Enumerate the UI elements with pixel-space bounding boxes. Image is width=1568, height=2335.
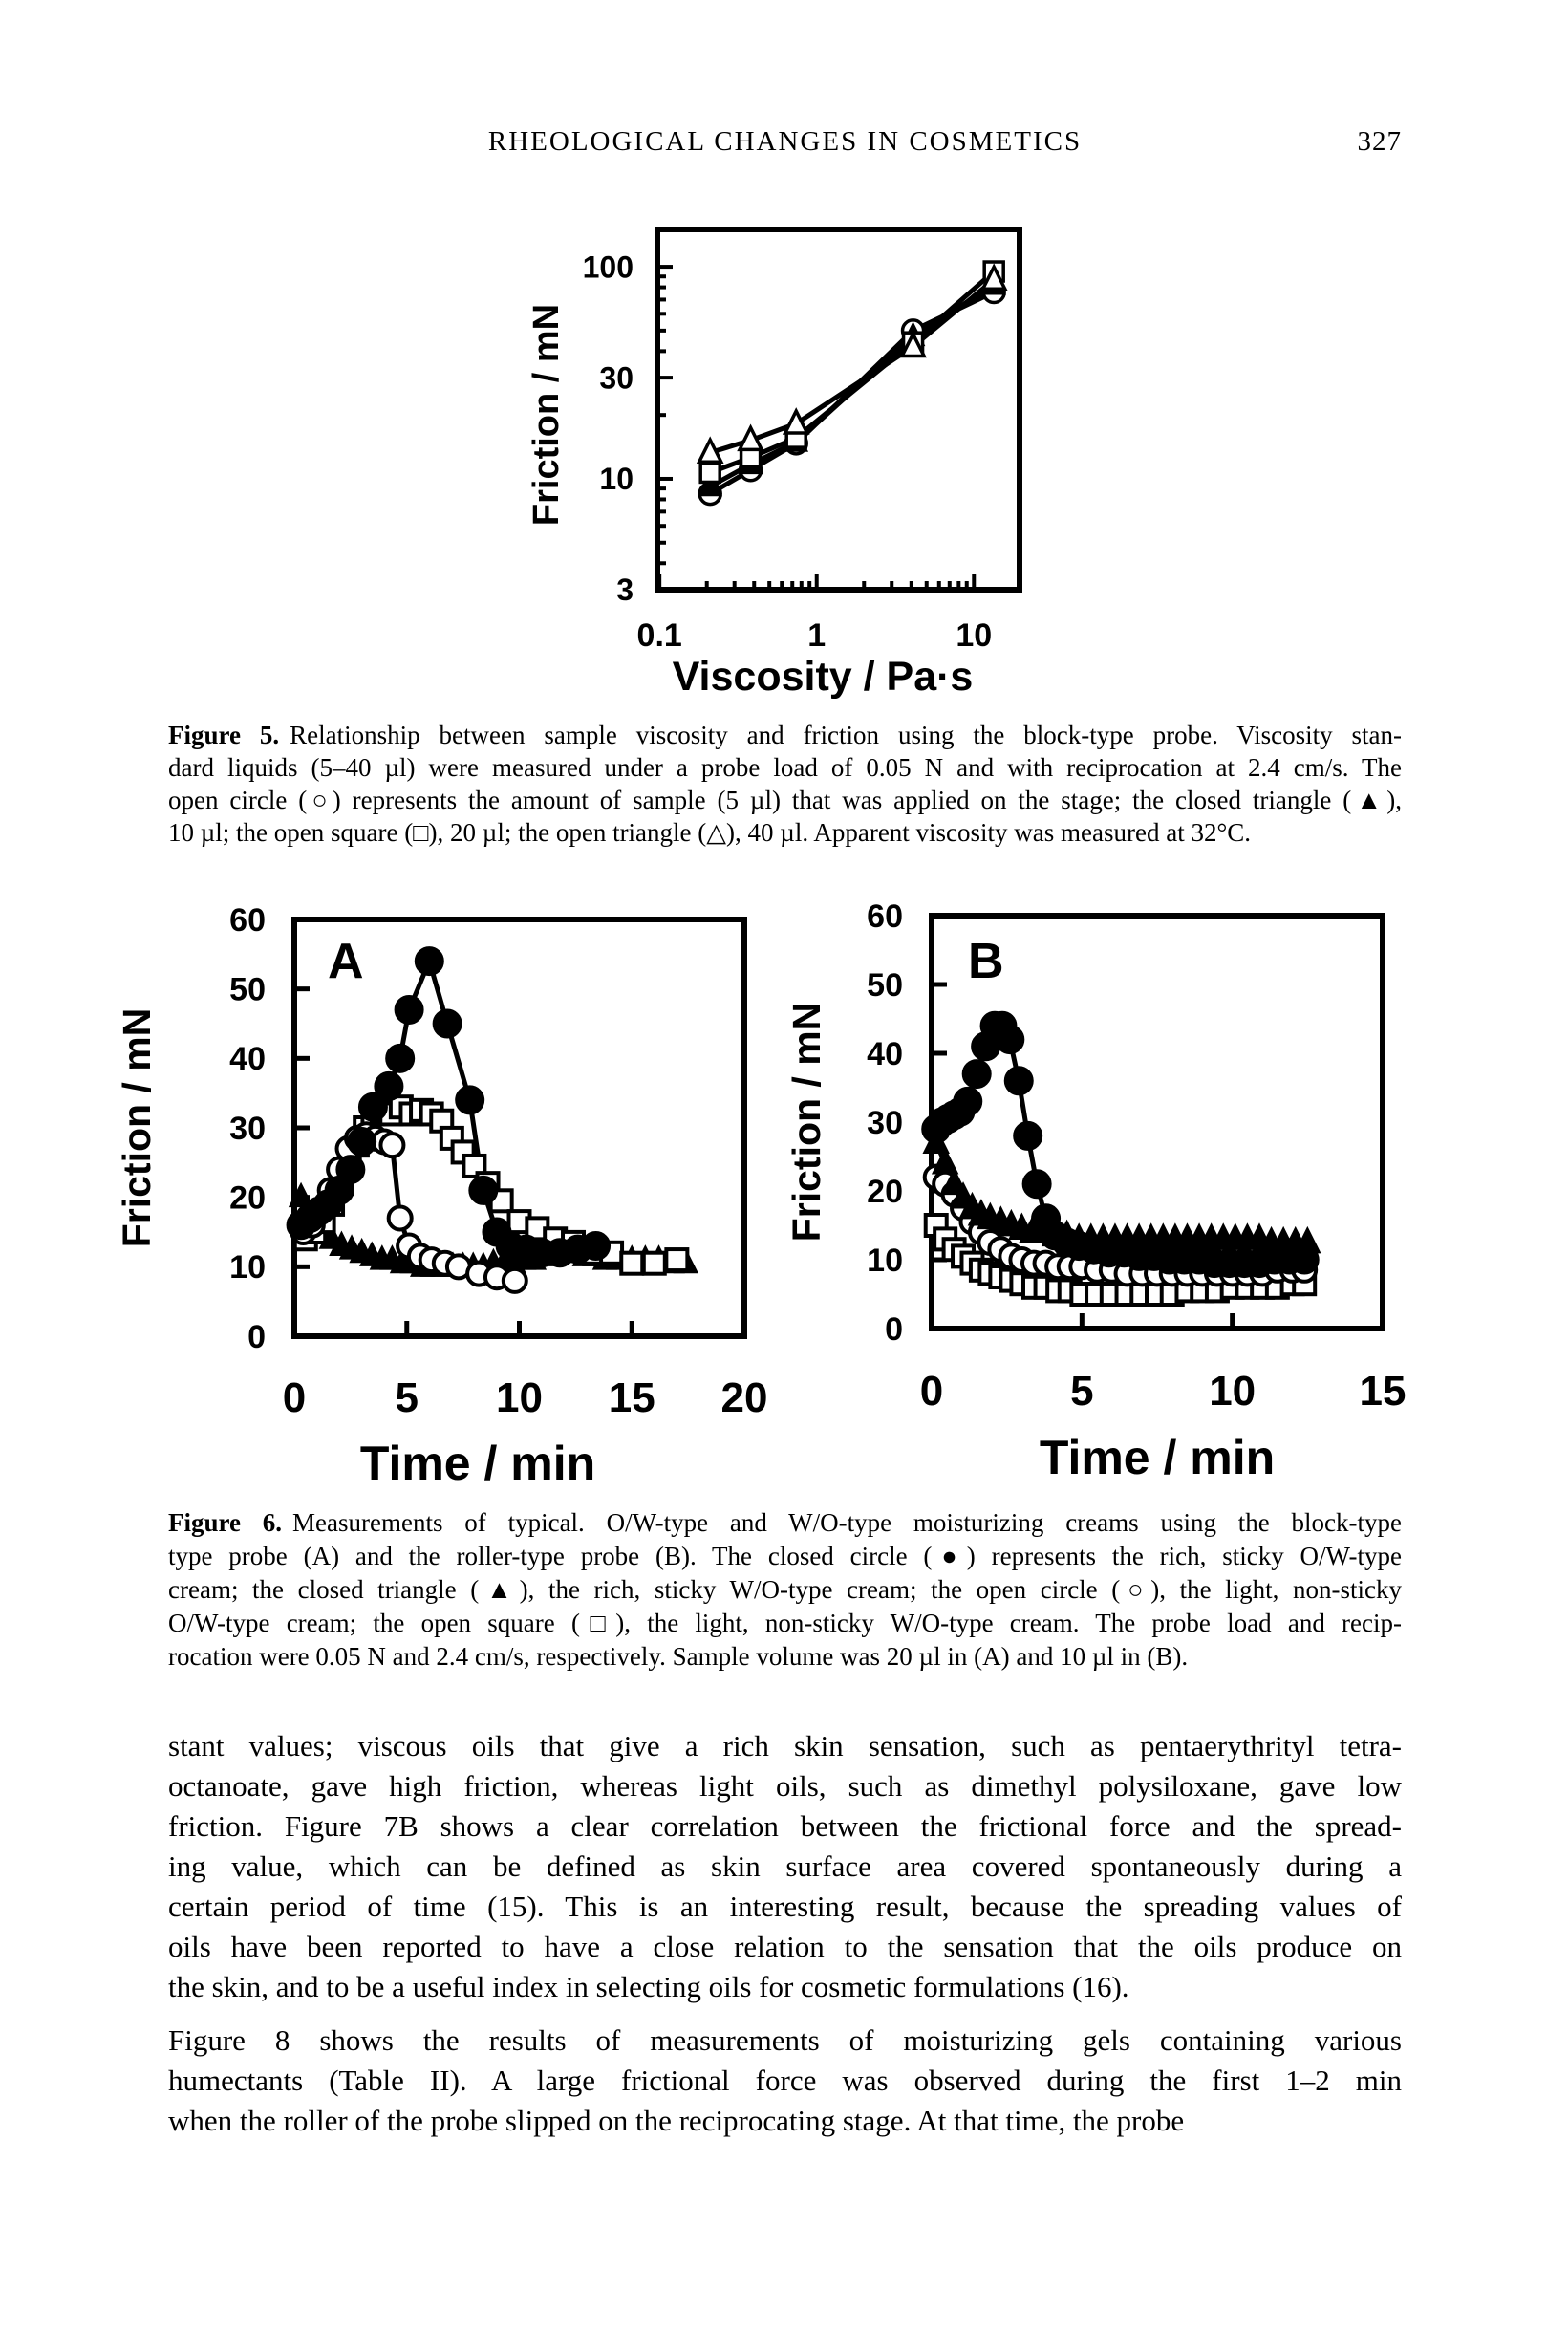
body-paragraph-2 — [168, 2021, 1402, 2141]
circle-closed-marker — [337, 1157, 363, 1182]
circle-closed-marker — [583, 1233, 609, 1259]
y-tick-label: 30 — [229, 1110, 266, 1147]
y-tick-label: 3 — [616, 573, 634, 608]
y-tick-label: 60 — [229, 901, 266, 939]
circle-closed-marker — [1024, 1171, 1050, 1197]
figure6-panelB-time-friction-chart — [784, 889, 1471, 1505]
body-line: certain period of time (15). This is an interesting result, because the spreading values of — [168, 1890, 1402, 1923]
x-axis-label: Time / min — [1039, 1431, 1276, 1484]
circle-closed-marker — [376, 1073, 401, 1099]
circle-closed-marker — [457, 1087, 483, 1113]
circle-closed-marker — [387, 1046, 413, 1071]
triangle-open-marker — [785, 411, 807, 433]
body-line: when the roller of the probe slipped on the reciprocating stage. At that time, the probe — [168, 2104, 1185, 2137]
fig5-plot-area — [526, 229, 1020, 700]
square-open-marker — [621, 1253, 642, 1274]
caption-line: open circle (○) represents the amount of sample (5 µl) that was applied on the stage; the closed triangle (▲), — [168, 786, 1402, 814]
figure5-caption — [168, 719, 1402, 849]
caption-line: type probe (A) and the roller-type probe (B). The closed circle (●) represents the rich, sticky O/W-type — [168, 1542, 1402, 1570]
y-tick-label: 10 — [599, 462, 634, 497]
square-open-marker — [666, 1249, 687, 1270]
body-line: octanoate, gave high friction, whereas light oils, such as dimethyl polysiloxane, gave low — [168, 1769, 1402, 1803]
x-tick-label: 0.1 — [636, 617, 682, 654]
fig6b-plot-area — [784, 898, 1406, 1484]
fig6a-plot-area — [115, 902, 767, 1490]
figure6-panelA-time-friction-chart — [105, 889, 793, 1505]
caption-line: O/W-type cream; the open square (□), the light, non-sticky W/O-type cream. The probe load and recip- — [168, 1609, 1402, 1637]
figure6-caption-label: Figure 6. — [168, 1508, 283, 1537]
circle-closed-marker — [1292, 1247, 1318, 1273]
body-line: Figure 8 shows the results of measurements of moisturizing gels containing various — [168, 2023, 1402, 2057]
circle-open-marker — [389, 1206, 412, 1229]
y-tick-label: 30 — [867, 1104, 903, 1141]
x-tick-label: 10 — [956, 617, 993, 654]
y-tick-label: 20 — [867, 1173, 903, 1210]
circle-closed-marker — [349, 1129, 375, 1155]
page-number: 327 — [1357, 126, 1402, 157]
x-tick-label: 0 — [282, 1374, 307, 1421]
square-open-marker — [644, 1253, 665, 1274]
circle-closed-marker — [470, 1178, 496, 1203]
square-open-marker — [700, 463, 720, 482]
y-axis-label: Friction / mN — [784, 1002, 828, 1243]
x-tick-label: 5 — [395, 1374, 419, 1421]
axis-frame — [657, 229, 1020, 590]
caption-text: Measurements of typical. O/W-type and W/O-type moisturizing creams using the block-type — [292, 1508, 1402, 1537]
caption-line: rocation were 0.05 N and 2.4 cm/s, respectively. Sample volume was 20 µl in (A) and 10 µl in (B). — [168, 1642, 1189, 1671]
y-tick-label: 10 — [867, 1242, 903, 1279]
body-paragraph-1 — [168, 1726, 1402, 2007]
circle-closed-marker — [397, 997, 422, 1023]
figure6-caption — [168, 1506, 1402, 1674]
y-tick-label: 20 — [229, 1179, 266, 1217]
y-tick-label: 30 — [599, 360, 634, 396]
body-line: stant values; viscous oils that give a rich skin sensation, such as pentaerythrityl tetra- — [168, 1729, 1402, 1762]
body-line: friction. Figure 7B shows a clear correlation between the frictional force and the spread- — [168, 1809, 1402, 1843]
y-tick-label: 60 — [867, 897, 903, 935]
panel-label: B — [968, 934, 1004, 989]
circle-open-marker — [504, 1269, 526, 1292]
caption-line — [168, 719, 1402, 751]
page-header — [168, 126, 1402, 164]
body-line: humectants (Table II). A large frictional force was observed during the first 1–2 min — [168, 2064, 1402, 2097]
series-line — [301, 962, 596, 1253]
x-tick-label: 0 — [919, 1368, 944, 1415]
circle-closed-marker — [997, 1027, 1022, 1052]
body-line: ing value, which can be defined as skin surface area covered spontaneously during a — [168, 1849, 1402, 1883]
body-line: oils have been reported to have a close relation to the sensation that the oils produce on — [168, 1930, 1402, 1963]
x-tick-label: 10 — [1209, 1368, 1257, 1415]
y-tick-label: 50 — [229, 971, 266, 1008]
y-axis-label: Friction / mN — [526, 303, 567, 527]
body-line: the skin, and to be a useful index in selecting oils for cosmetic formulations (16). — [168, 1970, 1129, 2003]
circle-closed-marker — [1006, 1068, 1032, 1093]
running-title: RHEOLOGICAL CHANGES IN COSMETICS — [487, 126, 1083, 157]
figure5-viscosity-friction-chart — [526, 220, 1042, 717]
caption-line: cream; the closed triangle (▲), the rich, sticky W/O-type cream; the open circle (○), the light, non-sticky — [168, 1575, 1402, 1604]
y-tick-label: 40 — [867, 1035, 903, 1072]
circle-open-marker — [380, 1134, 403, 1157]
circle-closed-marker — [955, 1089, 980, 1114]
circle-closed-marker — [1015, 1123, 1041, 1149]
x-tick-label: 10 — [496, 1374, 543, 1421]
caption-text: Relationship between sample viscosity and friction using the block-type probe. Viscosity stan- — [290, 721, 1403, 749]
x-axis-label: Time / min — [359, 1437, 596, 1490]
caption-line: dard liquids (5–40 µl) were measured under a probe load of 0.05 N and with reciprocation at 2.4 cm/s. The — [168, 753, 1402, 782]
y-tick-label: 50 — [867, 966, 903, 1004]
panel-label: A — [328, 934, 364, 989]
x-tick-label: 1 — [807, 617, 827, 654]
circle-closed-marker — [964, 1061, 990, 1087]
caption-line: 10 µl; the open square (□), 20 µl; the open triangle (△), 40 µl. Apparent viscosity was measured at 32°C. — [168, 818, 1252, 847]
x-axis-label: Viscosity / Pa·s — [672, 654, 974, 700]
y-axis-label: Friction / mN — [115, 1007, 159, 1248]
triangle-closed-marker — [934, 1152, 956, 1173]
series-line — [710, 279, 994, 452]
y-tick-label: 100 — [582, 249, 634, 285]
x-tick-label: 15 — [1359, 1368, 1407, 1415]
x-tick-label: 20 — [720, 1374, 768, 1421]
y-tick-label: 10 — [229, 1249, 266, 1286]
y-tick-label: 0 — [885, 1310, 903, 1348]
figure5-caption-label: Figure 5. — [168, 721, 280, 749]
circle-closed-marker — [417, 948, 442, 974]
x-tick-label: 15 — [608, 1374, 655, 1421]
y-tick-label: 0 — [247, 1318, 266, 1355]
y-tick-label: 40 — [229, 1041, 266, 1078]
x-tick-label: 5 — [1070, 1368, 1094, 1415]
circle-closed-marker — [435, 1011, 461, 1037]
caption-line — [168, 1506, 1402, 1540]
